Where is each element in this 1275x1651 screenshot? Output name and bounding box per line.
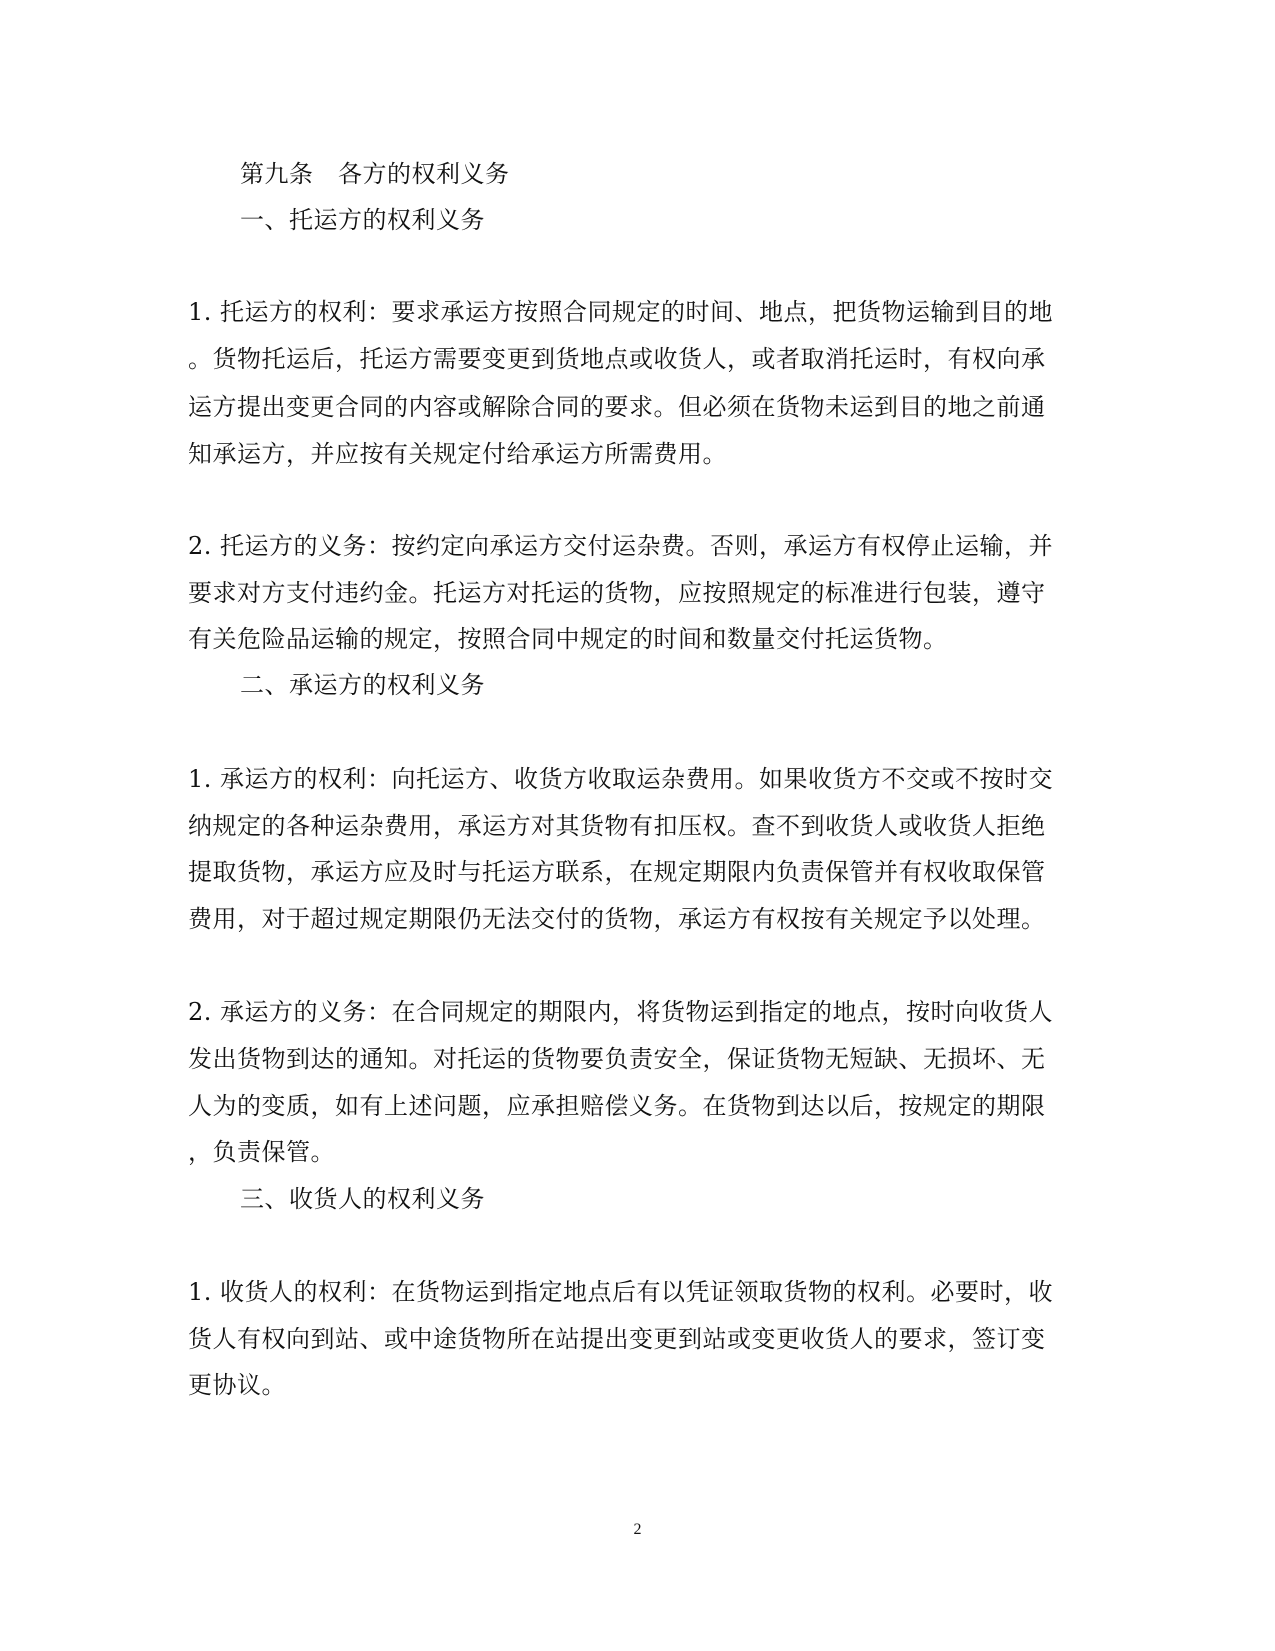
paragraph-line: 费用，对于超过规定期限仍无法交付的货物，承运方有权按有关规定予以处理。	[188, 905, 1046, 933]
paragraph-line: 有关危险品运输的规定，按照合同中规定的时间和数量交付托运货物。	[188, 625, 948, 653]
paragraph-line: 纳规定的各种运杂费用，承运方对其货物有扣压权。查不到收货人或收货人拒绝	[188, 812, 1046, 840]
paragraph-line: 1. 托运方的权利：要求承运方按照合同规定的时间、地点，把货物运输到目的地	[188, 298, 1054, 326]
paragraph-line: 货人有权向到站、或中途货物所在站提出变更到站或变更收货人的要求，签订变	[188, 1325, 1046, 1353]
page-number: 2	[633, 1521, 642, 1538]
paragraph-line: 。货物托运后，托运方需要变更到货地点或收货人，或者取消托运时，有权向承	[188, 345, 1046, 373]
paragraph-line: 运方提出变更合同的内容或解除合同的要求。但必须在货物未运到目的地之前通	[188, 393, 1046, 421]
paragraph-line: 人为的变质，如有上述问题，应承担赔偿义务。在货物到达以后，按规定的期限	[188, 1092, 1046, 1120]
paragraph-line: 1. 收货人的权利：在货物运到指定地点后有以凭证领取货物的权利。必要时，收	[188, 1278, 1054, 1306]
paragraph-line: 提取货物，承运方应及时与托运方联系，在规定期限内负责保管并有权收取保管	[188, 858, 1046, 886]
paragraph-line: ，负责保管。	[188, 1138, 335, 1166]
paragraph-line: 1. 承运方的权利：向托运方、收货方收取运杂费用。如果收货方不交或不按时交	[188, 765, 1054, 793]
paragraph-line: 2. 承运方的义务：在合同规定的期限内，将货物运到指定的地点，按时向收货人	[188, 998, 1054, 1026]
article-heading: 第九条 各方的权利义务	[240, 160, 510, 188]
section-title-shipper: 一、托运方的权利义务	[240, 206, 485, 234]
paragraph-line: 2. 托运方的义务：按约定向承运方交付运杂费。否则，承运方有权停止运输，并	[188, 532, 1054, 560]
paragraph-line: 发出货物到达的通知。对托运的货物要负责安全，保证货物无短缺、无损坏、无	[188, 1045, 1046, 1073]
paragraph-line: 要求对方支付违约金。托运方对托运的货物，应按照规定的标准进行包装，遵守	[188, 579, 1046, 607]
section-title-carrier: 二、承运方的权利义务	[240, 671, 485, 699]
section-title-consignee: 三、收货人的权利义务	[240, 1185, 485, 1213]
paragraph-line: 更协议。	[188, 1371, 286, 1399]
paragraph-line: 知承运方，并应按有关规定付给承运方所需费用。	[188, 440, 727, 468]
